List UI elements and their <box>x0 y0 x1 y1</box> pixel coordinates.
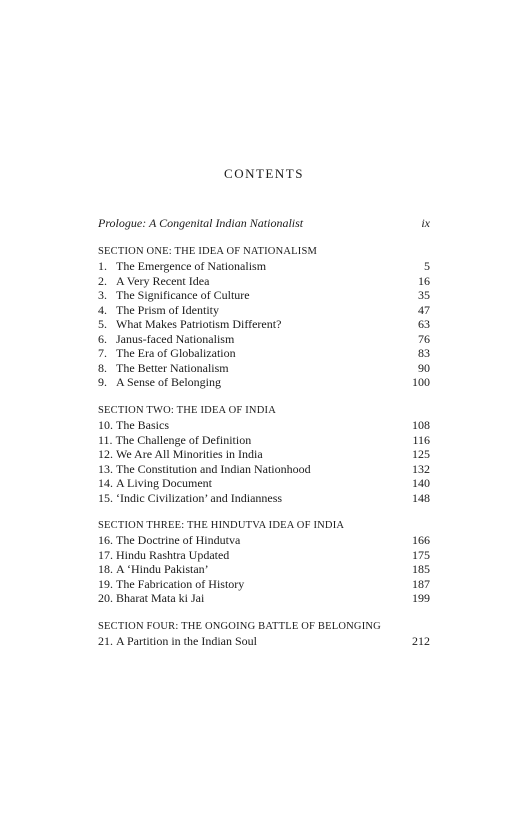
entry-title: A Very Recent Idea <box>116 273 210 288</box>
entry-title: The Emergence of Nationalism <box>116 259 267 273</box>
toc-entry[interactable] <box>98 433 430 448</box>
entry-page: 5 <box>424 259 430 273</box>
entry-number: 1. <box>98 259 107 273</box>
entry-number: 17. <box>98 547 113 562</box>
toc-entry[interactable] <box>98 634 430 649</box>
entry-title: The Basics <box>116 418 169 432</box>
entry-title: Bharat Mata ki Jai <box>116 591 205 605</box>
toc-entry[interactable] <box>98 274 430 289</box>
entry-title: We Are All Minorities in India <box>116 447 263 461</box>
entry-title: The Prism of Identity <box>116 302 219 317</box>
entry-title: The Fabrication of History <box>116 576 245 591</box>
entry-title: ‘Indic Civilization’ and Indianness <box>116 490 283 505</box>
entry-page: 16 <box>418 273 430 288</box>
entry-number: 19. <box>98 576 113 591</box>
entry-page: 166 <box>412 533 430 547</box>
entry-page: 35 <box>418 288 430 302</box>
entry-page: 125 <box>412 447 430 461</box>
entry-page: 76 <box>418 331 430 346</box>
toc-entry[interactable] <box>98 346 430 361</box>
toc-entry[interactable] <box>98 259 430 274</box>
section-three <box>98 519 430 606</box>
toc-entry[interactable] <box>98 418 430 433</box>
entry-number: 15. <box>98 490 113 505</box>
entry-number: 21. <box>98 634 113 648</box>
entry-number: 2. <box>98 273 107 288</box>
entry-title: The Better Nationalism <box>116 360 229 375</box>
entry-number: 13. <box>98 461 113 476</box>
section-heading: SECTION FOUR: THE ONGOING BATTLE OF BELONGING <box>98 621 381 632</box>
toc-entry[interactable] <box>98 591 430 606</box>
toc-entry[interactable] <box>98 533 430 548</box>
entry-page: 199 <box>412 591 430 605</box>
entry-page: 212 <box>412 634 430 648</box>
entry-number: 16. <box>98 533 113 547</box>
entry-title: The Constitution and Indian Nationhood <box>116 461 311 476</box>
toc-entry[interactable] <box>98 476 430 491</box>
entry-title: The Significance of Culture <box>116 288 250 302</box>
entry-number: 11. <box>98 432 113 447</box>
section-heading: SECTION ONE: THE IDEA OF NATIONALISM <box>98 246 318 257</box>
entry-number: 8. <box>98 360 107 375</box>
entry-number: 9. <box>98 375 107 389</box>
entry-title: The Challenge of Definition <box>115 432 252 447</box>
toc-entry[interactable] <box>98 361 430 376</box>
entry-page: 185 <box>412 562 430 576</box>
toc-entry[interactable] <box>98 462 430 477</box>
entry-page: 108 <box>412 418 430 432</box>
entry-page: 175 <box>412 547 430 562</box>
entry-page: 140 <box>412 476 430 490</box>
entry-page: 83 <box>418 346 430 360</box>
toc-entry[interactable] <box>98 562 430 577</box>
entry-page: 116 <box>412 432 430 447</box>
entry-number: 4. <box>98 302 107 317</box>
section-one <box>98 245 430 390</box>
entry-title: A Partition in the Indian Soul <box>116 634 257 648</box>
entry-number: 5. <box>98 317 107 331</box>
entry-page: 187 <box>412 576 430 591</box>
entry-number: 10. <box>98 418 113 432</box>
entry-title: What Makes Patriotism Different? <box>116 317 282 331</box>
section-heading: SECTION THREE: THE HINDUTVA IDEA OF INDIA <box>98 520 345 531</box>
entry-title: Hindu Rashtra Updated <box>116 547 230 562</box>
entry-number: 18. <box>98 562 113 576</box>
entry-page: 63 <box>418 317 430 331</box>
entry-page: 132 <box>412 461 430 476</box>
entry-number: 12. <box>98 447 113 461</box>
entry-number: 3. <box>98 288 107 302</box>
toc-entry[interactable] <box>98 447 430 462</box>
entry-number: 14. <box>98 476 113 490</box>
entry-page: 148 <box>412 490 430 505</box>
entry-page: 47 <box>418 302 430 317</box>
toc-entry[interactable] <box>98 491 430 506</box>
section-two <box>98 404 430 505</box>
entry-title: Janus-faced Nationalism <box>116 331 235 346</box>
toc-entry[interactable] <box>98 332 430 347</box>
entry-title: A ‘Hindu Pakistan’ <box>116 562 209 576</box>
entry-page: 100 <box>412 375 430 389</box>
toc-entry[interactable] <box>98 317 430 332</box>
toc-entry[interactable] <box>98 303 430 318</box>
toc-entry[interactable] <box>98 288 430 303</box>
entry-title: The Era of Globalization <box>116 346 236 360</box>
prologue-page: ix <box>421 216 430 230</box>
toc-entry[interactable] <box>98 375 430 390</box>
toc-entry[interactable] <box>98 577 430 592</box>
prologue-title: Prologue: A Congenital Indian Nationalist <box>98 216 304 230</box>
entry-title: The Doctrine of Hindutva <box>116 533 241 547</box>
entry-number: 20. <box>98 591 113 605</box>
toc-prologue[interactable] <box>98 216 430 231</box>
entry-page: 90 <box>418 360 430 375</box>
contents-title: CONTENTS <box>224 166 304 181</box>
entry-title: A Sense of Belonging <box>116 375 221 389</box>
section-four <box>98 620 430 649</box>
entry-number: 6. <box>98 331 107 346</box>
section-heading: SECTION TWO: THE IDEA OF INDIA <box>98 405 276 416</box>
toc-entry[interactable] <box>98 548 430 563</box>
entry-number: 7. <box>98 346 107 360</box>
entry-title: A Living Document <box>116 476 212 490</box>
